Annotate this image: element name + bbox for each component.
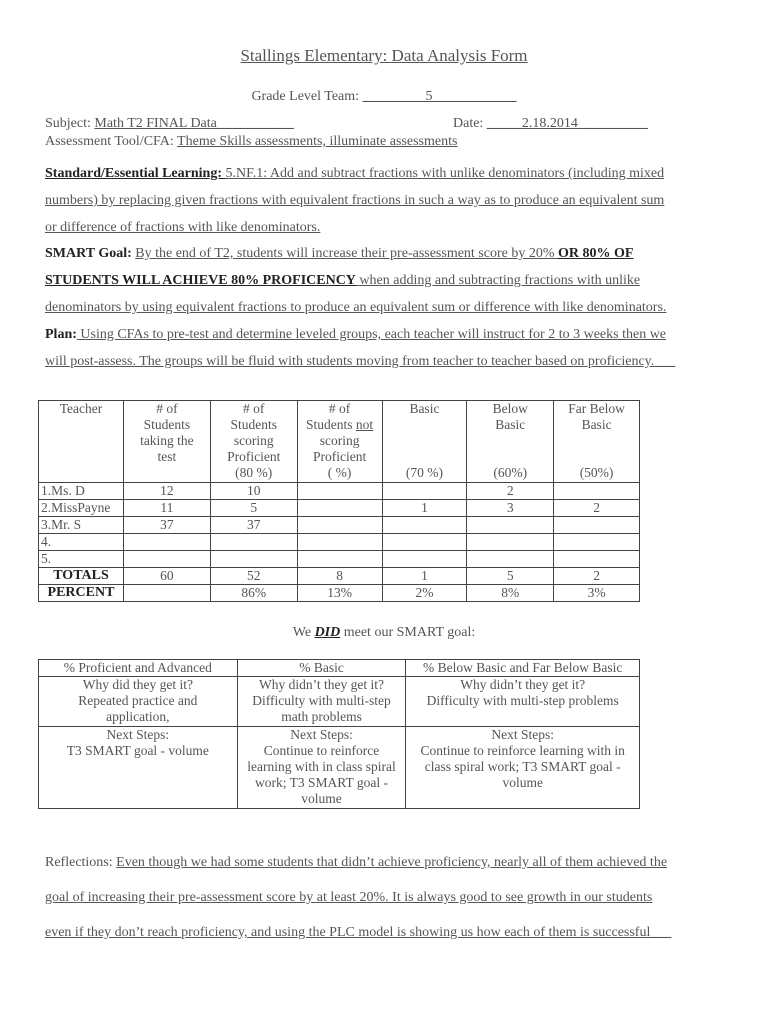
why-cell: Why didn’t they get it? Difficulty with multi-step problems <box>406 677 640 727</box>
cell-below-basic: 2 <box>467 483 554 500</box>
cell-below-basic <box>467 517 554 534</box>
cell-proficient <box>210 534 297 551</box>
why-cell: Why did they get it? Repeated practice and application, <box>39 677 238 727</box>
assessment-line: Assessment Tool/CFA: Theme Skills assessments, illuminate assessments <box>45 134 458 149</box>
subject-line: Subject: Math T2 FINAL Data___________ <box>45 116 294 131</box>
table-row <box>39 500 640 517</box>
table-row <box>39 534 640 551</box>
cell-below-basic: 3 <box>467 500 554 517</box>
cell-teacher: 2.MissPayne <box>39 500 124 517</box>
cell-proficient: 5 <box>210 500 297 517</box>
cell-taking: 12 <box>123 483 210 500</box>
next-steps-cell: Next Steps: T3 SMART goal - volume <box>39 727 238 809</box>
cell-basic: 1 <box>382 568 467 585</box>
cell-far-below-basic <box>554 534 640 551</box>
cell-teacher: 1.Ms. D <box>39 483 124 500</box>
cell-far-below-basic: 2 <box>554 568 640 585</box>
cell-basic: 1 <box>382 500 467 517</box>
next-steps-cell: Next Steps: Continue to reinforce learning with in class spiral work; T3 SMART goal - volume <box>237 727 406 809</box>
smart-goal-section: SMART Goal: By the end of T2, students will increase their pre-assessment score by 20% OR 80% OF STUDENTS WILL ACHIEVE 80% PROFICENCY when adding and subtracting fractions with unlike denominators by using equivalent fractions to produce an equivalent sum or difference with like denominators. <box>45 246 667 315</box>
date-line: Date: _____2.18.2014__________ <box>453 116 648 131</box>
cell-basic <box>382 483 467 500</box>
header-basic: % Basic <box>237 660 406 677</box>
why-cell: Why didn’t they get it? Difficulty with multi-step math problems <box>237 677 406 727</box>
cell-below-basic <box>467 551 554 568</box>
smart-goal-statement: We DID meet our SMART goal: <box>292 625 476 640</box>
cell-below-basic <box>467 534 554 551</box>
cell-proficient: 52 <box>210 568 297 585</box>
cell-not-proficient <box>297 534 382 551</box>
cell-taking <box>123 585 210 602</box>
cell-not-proficient: 13% <box>297 585 382 602</box>
cell-not-proficient <box>297 500 382 517</box>
header-proficient-advanced: % Proficient and Advanced <box>39 660 238 677</box>
subject-value: Math T2 FINAL Data <box>94 116 217 131</box>
cell-proficient: 86% <box>210 585 297 602</box>
cell-far-below-basic <box>554 517 640 534</box>
why-row <box>39 677 640 727</box>
header-teacher: Teacher <box>39 401 124 483</box>
standard-section: Standard/Essential Learning: 5.NF.1: Add and subtract fractions with unlike denominators (including mixed numbers) by replacing given fractions with equivalent fractions in such a way as to produce an equivalent sum or difference of fractions with like denominators. <box>45 166 665 235</box>
cell-teacher: 4. <box>39 534 124 551</box>
header-students-proficient: # of Students scoring Proficient (80 %) <box>210 401 297 483</box>
cell-far-below-basic <box>554 551 640 568</box>
cell-proficient: 10 <box>210 483 297 500</box>
percent-row <box>39 585 640 602</box>
header-students-taking: # of Students taking the test <box>123 401 210 483</box>
cell-taking: 11 <box>123 500 210 517</box>
table-row <box>39 551 640 568</box>
header-below-basic: Below Basic (60%) <box>467 401 554 483</box>
analysis-table <box>38 659 640 809</box>
cell-basic <box>382 517 467 534</box>
assessment-value: Theme Skills assessments, illuminate assessments <box>177 134 458 149</box>
cell-below-basic: 8% <box>467 585 554 602</box>
cell-far-below-basic: 2 <box>554 500 640 517</box>
date-value: 2.18.2014 <box>521 116 578 131</box>
cell-taking: 37 <box>123 517 210 534</box>
header-far-below-basic: Far Below Basic (50%) <box>554 401 640 483</box>
table-row <box>39 517 640 534</box>
cell-not-proficient <box>297 483 382 500</box>
cell-taking: 60 <box>123 568 210 585</box>
analysis-header-row <box>39 660 640 677</box>
cell-teacher: 3.Mr. S <box>39 517 124 534</box>
table-row <box>39 483 640 500</box>
grade-value: 5 <box>425 89 433 104</box>
cell-not-proficient <box>297 517 382 534</box>
cell-basic <box>382 551 467 568</box>
cell-proficient: 37 <box>210 517 297 534</box>
reflections-section: Reflections: Even though we had some students that didn’t achieve proficiency, nearly all of them achieved the goal of increasing their pre-assessment score by at least 20%. It is always good to see growth in our students even if they don’t reach proficiency, and using the PLC model is showing us how each of them is successful___ <box>45 855 672 940</box>
next-steps-row <box>39 727 640 809</box>
grade-level-team: Grade Level Team: _________5____________ <box>251 89 517 104</box>
data-table <box>38 400 640 602</box>
cell-basic: 2% <box>382 585 467 602</box>
header-below-far-below: % Below Basic and Far Below Basic <box>406 660 640 677</box>
cell-taking <box>123 551 210 568</box>
header-students-not-proficient: # of Students not scoring Proficient ( %) <box>297 401 382 483</box>
table-header-row <box>39 401 640 483</box>
totals-label: TOTALS <box>39 568 124 585</box>
cell-far-below-basic: 3% <box>554 585 640 602</box>
page-title: Stallings Elementary: Data Analysis Form <box>240 46 528 65</box>
next-steps-cell: Next Steps: Continue to reinforce learning with in class spiral work; T3 SMART goal - volume <box>406 727 640 809</box>
plan-section: Plan: Using CFAs to pre-test and determine leveled groups, each teacher will instruct for 2 to 3 weeks then we will post-assess. The groups will be fluid with students moving from teacher to teacher based on proficiency.___ <box>45 327 676 369</box>
cell-proficient <box>210 551 297 568</box>
header-basic: Basic (70 %) <box>382 401 467 483</box>
percent-label: PERCENT <box>39 585 124 602</box>
cell-below-basic: 5 <box>467 568 554 585</box>
cell-not-proficient: 8 <box>297 568 382 585</box>
cell-far-below-basic <box>554 483 640 500</box>
cell-basic <box>382 534 467 551</box>
totals-row <box>39 568 640 585</box>
cell-taking <box>123 534 210 551</box>
cell-not-proficient <box>297 551 382 568</box>
cell-teacher: 5. <box>39 551 124 568</box>
